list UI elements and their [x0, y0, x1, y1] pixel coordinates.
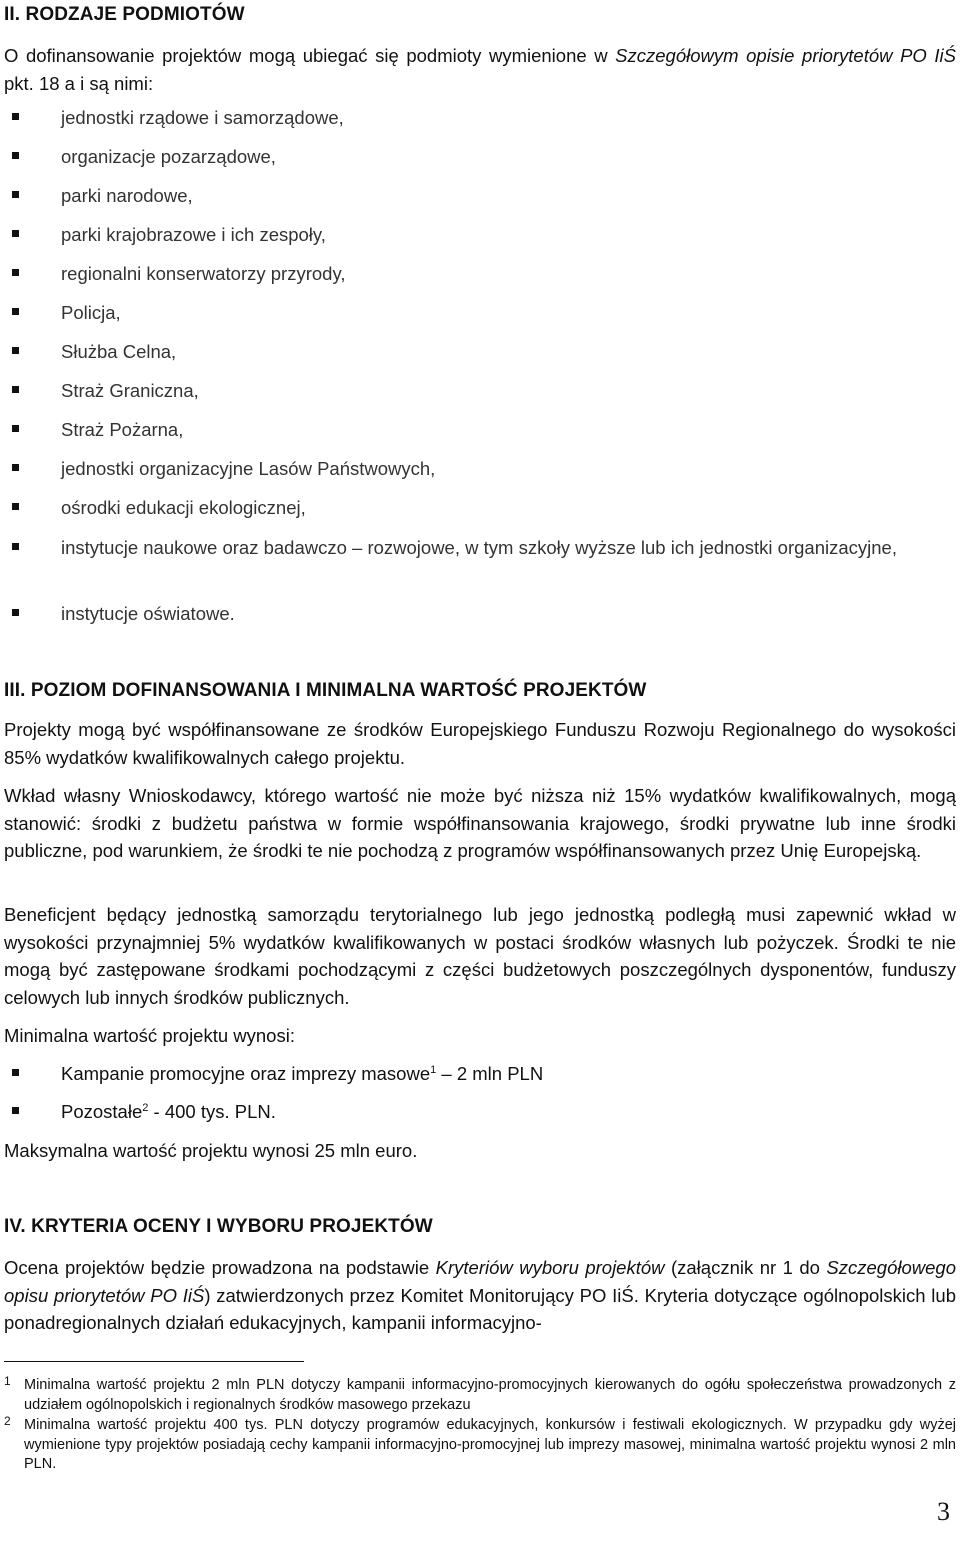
- min-value-label: Minimalna wartość projektu wynosi:: [4, 1025, 295, 1046]
- priorities-italic-reference: Szczegółowego opisu priorytetów PO IiŚ: [4, 1257, 956, 1306]
- bullet-icon: [12, 152, 19, 159]
- intro-italic-reference: Szczegółowym opisie priorytetów PO IiŚ: [615, 45, 956, 66]
- bullet-icon: [12, 230, 19, 237]
- footnote-number: 2: [4, 1414, 11, 1428]
- intro-text: O dofinansowanie projektów mogą ubiegać się podmioty wymienione w: [4, 45, 616, 66]
- page-number: 3: [937, 1497, 950, 1526]
- section-heading-criteria: IV. KRYTERIA OCENY I WYBORU PROJEKTÓW: [4, 1216, 433, 1237]
- bullet-icon: [12, 191, 19, 198]
- section-heading-cofinancing: III. POZIOM DOFINANSOWANIA I MINIMALNA WARTOŚĆ PROJEKTÓW: [4, 680, 647, 701]
- bullet-icon: [12, 347, 19, 354]
- bullet-icon: [12, 1069, 19, 1076]
- bullet-icon: [12, 269, 19, 276]
- bullet-icon: [12, 113, 19, 120]
- criteria-italic-reference: Kryteriów wyboru projektów: [435, 1257, 665, 1278]
- footnote-text: Minimalna wartość projektu 2 mln PLN dotyczy kampanii informacyjno-promocyjnych kierowanych do ogółu społeczeństwa prowadzonych z udziałem ogólnopolskich i regionalnych środków masowego przekazu: [24, 1377, 956, 1413]
- paragraph-own-contribution: Wkład własny Wnioskodawcy, którego wartość nie może być niższa niż 15% wydatków kwalifikowalnych, mogą stanowić: środki z budżetu państwa w formie współfinansowania krajowego, środki prywatne lub inne środki publiczne, pod warunkiem, że środki te nie pochodzą z programów współfinansowanych przez Unię Europejską.: [4, 785, 956, 861]
- bullet-icon: [12, 503, 19, 510]
- section-heading-subjects: II. RODZAJE PODMIOTÓW: [4, 4, 245, 25]
- bullet-icon: [12, 386, 19, 393]
- bullet-icon: [12, 1107, 19, 1114]
- footnote-ref[interactable]: 2: [142, 1101, 149, 1114]
- bullet-icon: [12, 425, 19, 432]
- bullet-icon: [12, 464, 19, 471]
- paragraph-criteria: Ocena projektów będzie prowadzona na podstawie Kryteriów wyboru projektów (załącznik nr 1 do Szczegółowego opisu priorytetów PO IiŚ) zatwierdzonych przez Komitet Monitorujący PO IiŚ. Kryteria dotyczące ogólnopolskich lub ponadregionalnych działań edukacyjnych, kampanii informacyjno-: [4, 1257, 956, 1333]
- paragraph-cofinancing: Projekty mogą być współfinansowane ze środków Europejskiego Funduszu Rozwoju Regionalnego do wysokości 85% wydatków kwalifikowalnych całego projektu.: [4, 719, 956, 768]
- bullet-icon: [12, 308, 19, 315]
- subjects-intro: [4, 42, 956, 97]
- intro-text-end: pkt. 18 a i są nimi:: [4, 72, 154, 94]
- bullet-icon: [12, 609, 19, 616]
- bullet-icon: [12, 543, 19, 550]
- max-value-text: Maksymalna wartość projektu wynosi 25 mln euro.: [4, 1140, 418, 1161]
- footnote-separator: [4, 1361, 304, 1362]
- paragraph-beneficiary: Beneficjent będący jednostką samorządu terytorialnego lub jego jednostką podległą musi zapewnić wkład w wysokości przynajmniej 5% wydatków kwalifikowanych w postaci środków własnych lub pożyczek. Środki te nie mogą być zastępowane środkami pochodzącymi z części budżetowych poszczególnych dysponentów, funduszy celowych lub innych środków publicznych.: [4, 904, 956, 1008]
- footnote-text: Minimalna wartość projektu 400 tys. PLN dotyczy programów edukacyjnych, konkursów i festiwali ekologicznych. W przypadku gdy wyżej wymienione typy projektów posiadają cechy kampanii informacyjno-promocyjnej lub imprezy masowej, minimalna wartość projektu wynosi 2 mln PLN.: [24, 1417, 956, 1472]
- footnote-number: 1: [4, 1374, 11, 1388]
- footnote-ref[interactable]: 1: [430, 1063, 437, 1076]
